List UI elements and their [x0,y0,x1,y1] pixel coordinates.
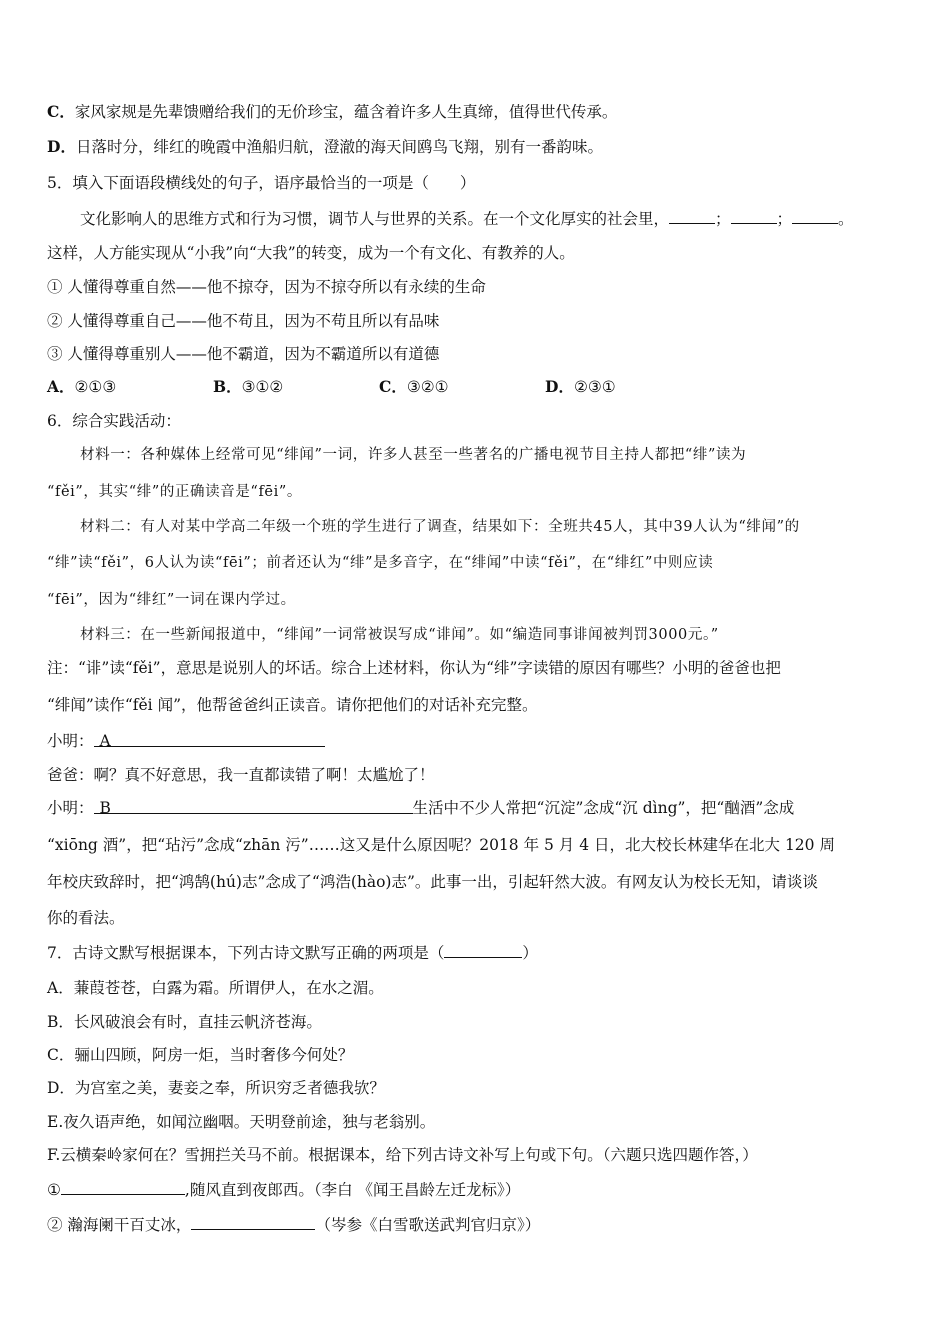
question-7-option-f: F.云横秦岭家何在？雪拥拦关马不前。根据课本，给下列古诗文补写上句或下句。（六题只选四题作答，） [47,1146,758,1164]
question-5-passage-cont: 这样，人方能实现从“小我”向“大我”的转变，成为一个有文化、有教养的人。 [47,244,575,262]
question-5-title: 5．填入下面语段横线处的句子，语序最恰当的一项是（ ） [47,174,476,192]
answer-blank[interactable] [191,1213,315,1230]
question-7-option-d: D．为宫室之美，妻妾之奉，所识穷乏者德我欤？ [47,1079,385,1097]
question-6-note-cont: “绯闻”读作“fěi 闻”，他帮爸爸纠正读音。请你把他们的对话补充完整。 [47,696,538,714]
answer-blank-a[interactable]: A [94,730,325,747]
question-5-passage: 文化影响人的思维方式和行为习惯，调节人与世界的关系。在一个文化厚实的社会里， ； ； 。 [80,207,910,230]
material-1-cont: “fěi”，其实“绯”的正确读音是“fēi”。 [47,484,302,500]
dialog-xiaoming-2: 小明： B 生活中不少人常把“沉淀”念成“沉 dìng”，把“酗酒”念成 [47,799,795,817]
question-5-item: ② 人懂得尊重自己——他不苟且，因为不苟且所以有品味 [47,312,440,330]
option-d-line: D．日落时分，绯红的晚霞中渔船归航，澄澈的海天间鸥鸟飞翔，别有一番韵味。 [47,137,603,156]
question-6-extra-cont: 年校庆致辞时，把“鸿鹄(hú)志”念成了“鸿浩(hào)志”。此事一出，引起轩然大波。有网友认为校长无知，请谈谈 [47,873,818,891]
dialog-xiaoming-1: 小明： A [47,730,910,752]
question-5-item: ① 人懂得尊重自然——他不掠夺，因为不掠夺所以有永续的生命 [47,278,486,296]
question-7-title: 7．古诗文默写根据课本，下列古诗文默写正确的两项是（ ） [47,941,910,964]
fill-blank[interactable] [731,207,777,224]
material-2: 材料二：有人对某中学高二年级一个班的学生进行了调查，结果如下：全班共45人，其中39人认为“绯闻”的 [80,519,800,535]
question-6-note: 注：“诽”读“fěi”，意思是说别人的坏话。综合上述材料，你认为“绯”字读错的原因有哪些？小明的爸爸也把 [47,659,781,677]
answer-blank[interactable] [444,941,522,958]
fill-blank[interactable] [792,207,838,224]
dialog-dad: 爸爸：啊？真不好意思，我一直都读错了啊！太尴尬了！ [47,766,435,784]
fill-line-2: ② 瀚海阑干百丈冰， （岑参《白雪歌送武判官归京》） [47,1213,910,1236]
question-6-extra-cont: 你的看法。 [47,909,125,927]
option-c[interactable]: C．③②① [379,377,449,396]
question-7-option-c: C．骊山四顾，阿房一炬，当时奢侈今何处？ [47,1046,354,1064]
material-1: 材料一：各种媒体上经常可见“绯闻”一词，许多人甚至一些著名的广播电视节目主持人都把“绯”读为 [80,447,747,463]
material-3: 材料三：在一些新闻报道中，“绯闻”一词常被误写成“诽闻”。如“编造同事诽闻被判罚3000元。” [80,627,719,643]
question-7-option-e: E.夜久语声绝，如闻泣幽咽。天明登前途，独与老翁别。 [47,1113,436,1131]
option-a[interactable]: A．②①③ [47,377,117,396]
answer-blank-b[interactable]: B [94,797,413,814]
question-7-option-a: A．蒹葭苍苍，白露为霜。所谓伊人，在水之湄。 [47,979,384,997]
fill-blank[interactable] [669,207,715,224]
question-7-option-b: B．长风破浪会有时，直挂云帆济苍海。 [47,1013,322,1031]
option-b[interactable]: B．③①② [213,377,284,396]
question-6-extra: “xiōng 酒”，把“玷污”念成“zhān 污”……这又是什么原因呢？2018 年 5 月 4 日，北大校长林建华在北大 120 周 [47,836,835,854]
question-5-options [47,376,910,398]
material-2-cont: “绯”读“fěi”，6人认为读“fēi”；前者还认为“绯”是多音字，在“绯闻”中读“fěi”，在“绯红”中则应读 [47,555,714,571]
answer-blank[interactable] [61,1178,185,1195]
material-2-cont: “fēi”，因为“绯红”一词在课内学过。 [47,592,296,608]
question-6-title: 6．综合实践活动： [47,412,181,430]
option-c-line: C．家风家规是先辈馈赠给我们的无价珍宝，蕴含着许多人生真缔，值得世代传承。 [47,102,618,121]
question-5-item: ③ 人懂得尊重别人——他不霸道，因为不霸道所以有道德 [47,345,440,363]
fill-line-1: ① ,随风直到夜郎西。（李白 《闻王昌龄左迁龙标》） [47,1178,910,1201]
option-d[interactable]: D．②③① [545,377,616,396]
